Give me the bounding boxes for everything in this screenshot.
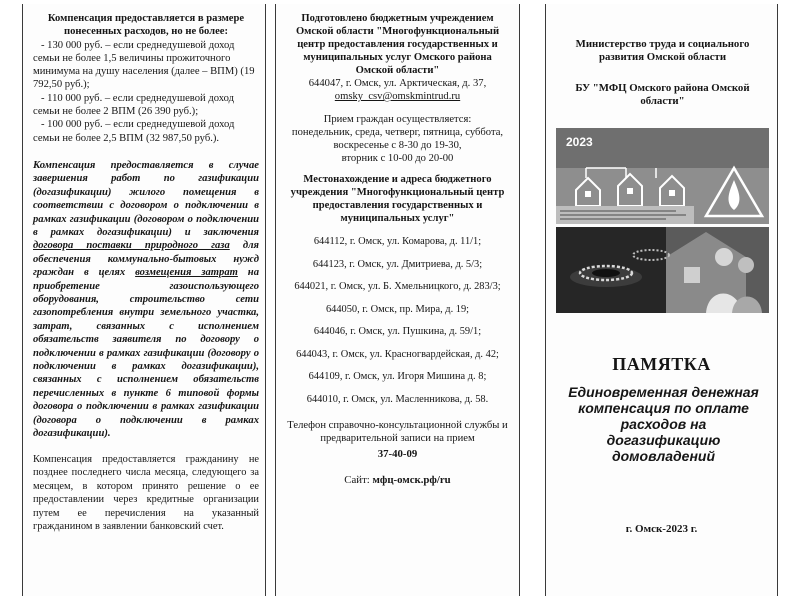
organization-name: БУ "МФЦ Омского района Омской области" bbox=[575, 82, 750, 107]
right-panel bbox=[545, 4, 778, 596]
address-list bbox=[284, 231, 511, 411]
address-item: 644010, г. Омск, ул. Масленникова, д. 58. bbox=[306, 393, 489, 405]
amount-item: - 130 000 руб. – если среднедушевой доход семьи не более 1,5 величины прожиточного минимума на душу населения (далее – ВПМ) (19 792,50 руб.); bbox=[33, 39, 255, 91]
middle-panel bbox=[275, 4, 520, 596]
brochure-title: ПАМЯТКА bbox=[612, 354, 711, 374]
website-label: Сайт: bbox=[344, 474, 373, 486]
image-year-text: 2023 bbox=[566, 135, 593, 149]
amount-item: - 100 000 руб. – если среднедушевой доход семьи не более 2,5 ВПМ (32 987,50 руб.). bbox=[33, 119, 235, 144]
payment-terms-paragraph: Компенсация предоставляется гражданину не позднее последнего числа месяца, следующего за месяцем, в котором принято решение о ее предоставлении через кредитные организации путем ее перечисления на указанный гражданином в заявлении банковский счет. bbox=[33, 453, 259, 532]
phone-number[interactable]: 37-40-09 bbox=[377, 448, 418, 460]
conditions-text: на приобретение газоиспользующего оборудования, строительство сети газопотребления внутри земельного участка, затрат, связанных с исполнением обязательств заявителя по договору о подключении в рамках газификации (договору о подключении в рамках догазификации), связанных с исполнением обязательств перечисленных в пункте 6 типовой формы договора о подключении в рамках газификации (договора о подключении в рамках догазификации). bbox=[33, 267, 259, 440]
opening-hours bbox=[284, 113, 511, 165]
hours-line: понедельник, среда, четверг, пятница, суббота, bbox=[291, 127, 504, 138]
email-link[interactable]: omsky_csv@omskmintrud.ru bbox=[334, 91, 461, 102]
address-item: 644043, г. Омск, ул. Красногвардейская, д. 42; bbox=[296, 348, 499, 360]
address-item: 644046, г. Омск, ул. Пушкина, д. 59/1; bbox=[313, 326, 482, 337]
address-item: 644109, г. Омск, ул. Игоря Мишина д. 8; bbox=[308, 371, 487, 382]
locations-heading: Местонахождение и адреса бюджетного учреждения "Многофункциональный центр предоставления государственных и муниципальных услуг" bbox=[290, 174, 505, 224]
prepared-by-heading: Подготовлено бюджетным учреждением Омской области "Многофункциональный центр предоставления государственных и муниципальных услуг Омского района Омской области" bbox=[295, 13, 500, 76]
amount-item: - 110 000 руб. – если среднедушевой доход семьи не более 2 ВПМ (26 390 руб.); bbox=[33, 92, 235, 118]
ministry-name: Министерство труда и социального развития Омской области bbox=[575, 38, 750, 63]
brochure-subtitle: Единовременная денежная компенсация по оплате расходов на догазификацию домовладений bbox=[568, 384, 759, 464]
compensation-conditions-paragraph bbox=[33, 159, 259, 441]
conditions-text: для обеспечения коммунально-бытовых нужд граждан в целях bbox=[33, 240, 259, 279]
website bbox=[284, 474, 511, 486]
gas-stove-family-image bbox=[556, 227, 769, 313]
address-item: 644123, г. Омск, ул. Дмитриева, д. 5/3; bbox=[312, 258, 483, 270]
mfc-address: 644047, г. Омск, ул. Арктическая, д. 37, bbox=[308, 78, 487, 89]
hours-line: воскресенье с 8-30 до 19-30, bbox=[333, 140, 462, 151]
compensation-amounts-paragraph bbox=[33, 12, 259, 145]
conditions-underlined-text: возмещения затрат bbox=[135, 267, 238, 279]
gasification-houses-image bbox=[556, 128, 769, 224]
address-item: 644112, г. Омск, ул. Комарова, д. 11/1; bbox=[313, 236, 482, 247]
hours-line: вторник с 10-00 до 20-00 bbox=[341, 153, 454, 164]
address-item: 644021, г. Омск, ул. Б. Хмельницкого, д. 283/3; bbox=[294, 281, 501, 292]
conditions-underlined-text: договора поставки природного газа bbox=[33, 240, 230, 252]
address-item: 644050, г. Омск, пр. Мира, д. 19; bbox=[325, 303, 470, 315]
city-year: г. Омск-2023 г. bbox=[625, 523, 698, 535]
amounts-lead: Компенсация предоставляется в размере понесенных расходов, но не более: bbox=[47, 13, 245, 38]
left-panel bbox=[22, 4, 266, 596]
phone-label: Телефон справочно-консультационной службы и предварительной записи на прием bbox=[287, 420, 508, 444]
conditions-text: Компенсация предоставляется в случае завершения работ по газификации (догазификации) жилого помещения в соответствии с договором о подключении в рамках газификации (договором о подключении в рамках догазификации) и заключения bbox=[33, 159, 259, 238]
hours-line: Прием граждан осуществляется: bbox=[323, 114, 472, 125]
website-link[interactable]: мфц-омск.рф/ru bbox=[372, 474, 451, 486]
